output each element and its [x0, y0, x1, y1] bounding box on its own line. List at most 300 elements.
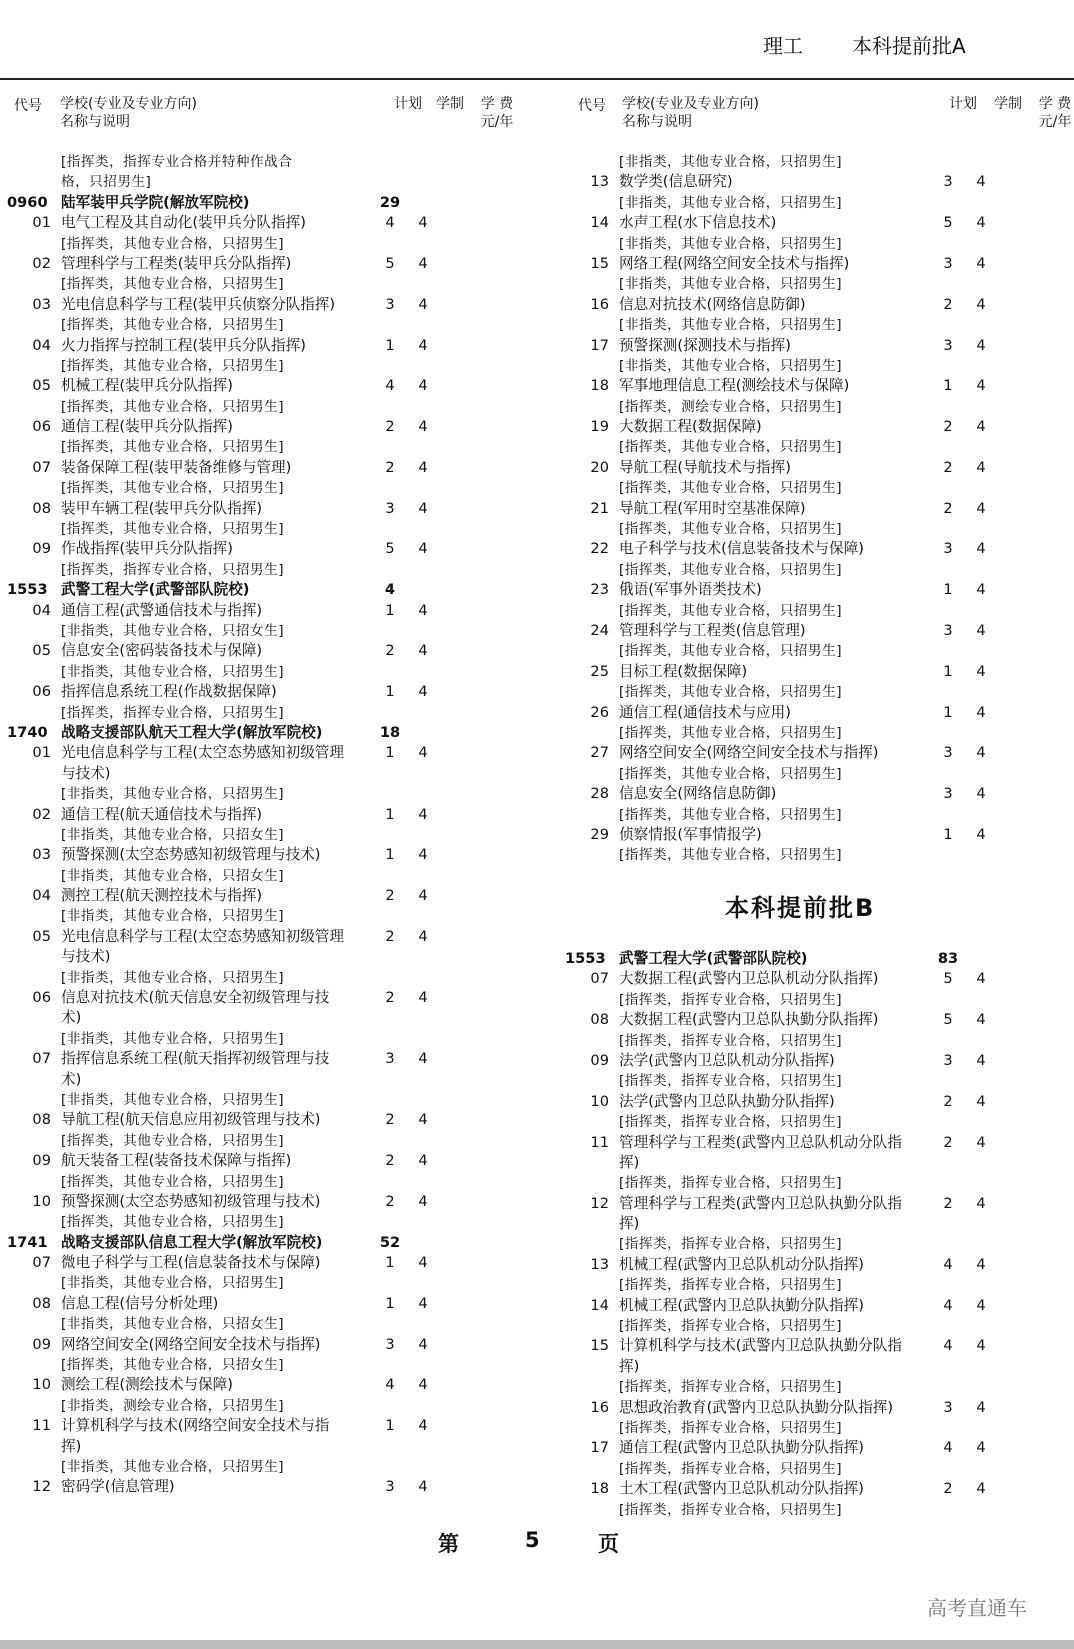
note-text: [指挥类，其他专业合格，只招女生] [61, 1357, 285, 1374]
row-plan: 1 [385, 1254, 395, 1272]
note-row [573, 1500, 1074, 1520]
row-plan: 1 [385, 336, 395, 354]
major-row [15, 1253, 535, 1273]
major-name: 通信工程(装甲兵分队指挥) [61, 418, 233, 436]
col-school-header-line2: 名称与说明 [60, 114, 130, 130]
row-years: 4 [976, 970, 986, 988]
row-years: 4 [976, 744, 986, 762]
row-code: 08 [32, 499, 51, 517]
note-text: [指挥类，指挥专业合格，只招男生] [619, 1379, 843, 1396]
row-plan: 3 [385, 1050, 395, 1068]
row-years: 4 [976, 621, 986, 639]
row-code: 09 [32, 540, 51, 558]
school-name: 战略支援部队信息工程大学(解放军院校) [61, 1233, 323, 1251]
row-plan: 2 [385, 989, 395, 1007]
row-code: 09 [32, 1152, 51, 1170]
note-row [573, 193, 1074, 213]
note-text: [非指类，测绘专业合格，只招男生] [61, 1397, 285, 1414]
note-text: [非指类，其他专业合格，只招男生] [61, 908, 285, 925]
note-text: [指挥类，其他专业合格，只招男生] [61, 357, 285, 374]
row-plan: 1 [385, 744, 395, 762]
note-text: [指挥类，其他专业合格，只招男生] [619, 561, 843, 578]
note-row [15, 560, 535, 580]
row-plan: 2 [943, 1480, 953, 1498]
row-code: 13 [590, 173, 609, 191]
page-suffix: 页 [598, 1532, 619, 1556]
row-plan: 4 [385, 214, 395, 232]
row-code: 06 [32, 989, 51, 1007]
col-school-header-right [622, 95, 759, 131]
note-text: [指挥类，指挥专业合格，只招男生] [619, 1277, 843, 1294]
note-row [573, 601, 1074, 621]
note-text: [指挥类，其他专业合格，只招男生] [61, 1173, 285, 1190]
note-row [573, 764, 1074, 784]
major-name: 信息工程(信号分析处理) [61, 1294, 219, 1312]
row-years: 4 [976, 1051, 986, 1069]
row-plan: 3 [943, 336, 953, 354]
row-years: 4 [976, 214, 986, 232]
major-name: 管理科学与工程类(武警内卫总队执勤分队指 [619, 1194, 902, 1212]
row-years: 4 [418, 887, 428, 905]
note-row [15, 1131, 535, 1151]
row-code: 07 [32, 1050, 51, 1068]
row-code: 13 [590, 1255, 609, 1273]
row-code: 04 [32, 887, 51, 905]
major-name: 机械工程(武警内卫总队执勤分队指挥) [619, 1296, 864, 1314]
major-row [573, 662, 1074, 682]
note-text: [非指类，其他专业合格，只招男生] [61, 1275, 285, 1292]
row-code: 1553 [7, 581, 48, 599]
major-row [15, 845, 535, 865]
row-years: 4 [418, 601, 428, 619]
note-text: [非指类，其他专业合格，只招男生] [619, 357, 843, 374]
note-text: [指挥类，指挥专业合格，只招男生] [619, 1073, 843, 1090]
row-years: 4 [976, 173, 986, 191]
row-plan: 29 [379, 193, 401, 211]
major-name: 装甲车辆工程(装甲兵分队指挥) [61, 499, 263, 517]
note-text: [非指类，其他专业合格，只招女生] [61, 1316, 285, 1333]
note-text: [指挥类，指挥专业合格，只招男生] [619, 1419, 843, 1436]
major-name: 机械工程(武警内卫总队机动分队指挥) [619, 1255, 864, 1273]
row-years: 4 [418, 1050, 428, 1068]
major-name: 网络工程(网络空间安全技术与指挥) [619, 254, 850, 272]
major-name: 通信工程(武警内卫总队执勤分队指挥) [619, 1439, 864, 1457]
note-text: [指挥类，其他专业合格，只招男生] [61, 439, 285, 456]
col-years-header: 学制 [436, 96, 464, 112]
major-row [15, 988, 535, 1008]
note-row [573, 1234, 1074, 1254]
col-plan-header-right: 计划 [949, 96, 977, 112]
note-text: [指挥类，其他专业合格，只招男生] [619, 806, 843, 823]
row-code: 0960 [7, 193, 48, 211]
major-name: 导航工程(导航技术与指挥) [619, 458, 791, 476]
note-text: [非指类，其他专业合格，只招女生] [61, 867, 285, 884]
note-row [15, 234, 535, 254]
row-plan: 18 [379, 723, 401, 741]
row-code: 10 [590, 1092, 609, 1110]
note-row [15, 1172, 535, 1192]
major-name: 术) [61, 1070, 82, 1088]
note-row [573, 1112, 1074, 1132]
page-prefix: 第 [438, 1532, 459, 1556]
note-row [15, 1029, 535, 1049]
row-code: 07 [590, 970, 609, 988]
note-text: [非指类，其他专业合格，只招女生] [61, 826, 285, 843]
row-plan: 4 [385, 377, 395, 395]
row-code: 04 [32, 336, 51, 354]
major-name: 挥) [619, 1215, 640, 1233]
major-row [573, 458, 1074, 478]
section-b-column [565, 949, 1074, 1520]
major-row [573, 1479, 1074, 1499]
page-number: 5 [525, 1528, 540, 1552]
note-text: [指挥类，指挥专业合格，只招男生] [619, 1460, 843, 1477]
major-row [573, 539, 1074, 559]
note-row [573, 274, 1074, 294]
row-plan: 1 [385, 805, 395, 823]
col-fee-header-right-line2: 元/年 [1038, 114, 1072, 130]
major-name: 通信工程(通信技术与应用) [619, 703, 791, 721]
note-row [573, 1418, 1074, 1438]
note-text: [指挥类，其他专业合格，只招男生] [619, 765, 843, 782]
major-row [15, 336, 535, 356]
row-years: 4 [976, 1480, 986, 1498]
school-row [7, 1233, 535, 1253]
note-row [15, 152, 535, 172]
row-years: 4 [418, 927, 428, 945]
note-text: [指挥类，其他专业合格，只招男生] [61, 276, 285, 293]
major-row [15, 927, 535, 947]
major-row [15, 1192, 535, 1212]
row-years: 4 [976, 499, 986, 517]
col-fee-header-line1: 学 费 [480, 96, 514, 112]
row-years: 4 [976, 540, 986, 558]
col-fee-header-right [1028, 95, 1074, 131]
note-row [15, 478, 535, 498]
row-plan: 1 [943, 662, 953, 680]
col-code-header: 代号 [14, 98, 42, 114]
major-name: 大数据工程(武警内卫总队机动分队指挥) [619, 970, 879, 988]
row-plan: 5 [943, 1011, 953, 1029]
row-code: 06 [32, 418, 51, 436]
row-plan: 1 [385, 601, 395, 619]
major-row [15, 601, 535, 621]
row-years: 4 [976, 1398, 986, 1416]
row-code: 27 [590, 744, 609, 762]
row-plan: 2 [385, 1111, 395, 1129]
row-code: 01 [32, 744, 51, 762]
major-name: 信息安全(网络信息防御) [619, 785, 777, 803]
row-years: 4 [418, 1294, 428, 1312]
school-row [7, 723, 535, 743]
col-fee-header [470, 95, 524, 131]
row-code: 03 [32, 295, 51, 313]
row-plan: 3 [943, 1398, 953, 1416]
note-text: [非指类，其他专业合格，只招男生] [619, 235, 843, 252]
row-plan: 4 [943, 1337, 953, 1355]
row-code: 16 [590, 295, 609, 313]
row-plan: 3 [385, 295, 395, 313]
row-plan: 3 [385, 1335, 395, 1353]
major-name: 预警探测(太空态势感知初级管理与技术) [61, 1192, 321, 1210]
row-years: 4 [976, 418, 986, 436]
row-plan: 4 [943, 1296, 953, 1314]
major-row [15, 1477, 535, 1497]
row-code: 1740 [7, 723, 48, 741]
row-years: 4 [418, 1254, 428, 1272]
row-years: 4 [976, 254, 986, 272]
row-code: 07 [32, 458, 51, 476]
row-years: 4 [976, 336, 986, 354]
note-row [573, 397, 1074, 417]
note-text: [指挥类，指挥专业合格，只招男生] [619, 1236, 843, 1253]
major-row [15, 376, 535, 396]
row-years: 4 [976, 458, 986, 476]
row-plan: 5 [385, 254, 395, 272]
row-code: 02 [32, 805, 51, 823]
row-code: 19 [590, 418, 609, 436]
note-row [15, 1355, 535, 1375]
row-code: 01 [32, 214, 51, 232]
col-school-header-right-line1: 学校(专业及专业方向) [622, 96, 759, 112]
major-name: 大数据工程(数据保障) [619, 418, 762, 436]
row-years: 4 [418, 499, 428, 517]
major-row [573, 213, 1074, 233]
row-years: 4 [418, 377, 428, 395]
major-name: 俄语(军事外语类技术) [619, 581, 762, 599]
row-years: 4 [976, 662, 986, 680]
bottom-bar [0, 1640, 1074, 1649]
row-years: 4 [418, 642, 428, 660]
major-name: 网络空间安全(网络空间安全技术与指挥) [619, 744, 879, 762]
row-years: 4 [976, 825, 986, 843]
note-text: [指挥类，其他专业合格，只招男生] [619, 724, 843, 741]
row-years: 4 [976, 295, 986, 313]
row-plan: 3 [385, 499, 395, 517]
school-name: 武警工程大学(武警部队院校) [619, 950, 808, 967]
continuation-row [573, 1214, 1074, 1234]
row-years: 4 [976, 1011, 986, 1029]
note-text: [非指类，其他专业合格，只招男生] [619, 154, 843, 170]
note-row [573, 315, 1074, 335]
major-name: 导航工程(航天信息应用初级管理与技术) [61, 1111, 321, 1129]
note-row [15, 397, 535, 417]
major-name: 法学(武警内卫总队执勤分队指挥) [619, 1092, 835, 1110]
section-b-title: 本科提前批B [725, 894, 876, 922]
major-row [573, 417, 1074, 437]
note-row [15, 1090, 535, 1110]
major-row [573, 1336, 1074, 1356]
row-years: 4 [418, 214, 428, 232]
school-name: 战略支援部队航天工程大学(解放军院校) [61, 723, 323, 741]
row-years: 4 [418, 295, 428, 313]
note-row [573, 845, 1074, 865]
major-row [573, 1133, 1074, 1153]
row-plan: 2 [943, 458, 953, 476]
row-code: 11 [32, 1417, 51, 1435]
row-code: 20 [590, 458, 609, 476]
school-name: 武警工程大学(武警部队院校) [61, 581, 250, 599]
row-plan: 3 [943, 621, 953, 639]
row-years: 4 [418, 846, 428, 864]
note-row [15, 315, 535, 335]
note-text: [非指类，其他专业合格，只招男生] [61, 1091, 285, 1108]
row-plan: 1 [943, 825, 953, 843]
col-plan-header: 计划 [394, 96, 422, 112]
major-row [15, 805, 535, 825]
note-text: [指挥类，指挥专业合格，只招男生] [619, 1501, 843, 1518]
row-plan: 5 [385, 540, 395, 558]
note-row [573, 805, 1074, 825]
row-code: 21 [590, 499, 609, 517]
row-plan: 2 [943, 1092, 953, 1110]
row-plan: 1 [943, 581, 953, 599]
row-code: 14 [590, 214, 609, 232]
row-years: 4 [418, 1335, 428, 1353]
row-plan: 4 [943, 1255, 953, 1273]
school-name: 陆军装甲兵学院(解放军院校) [61, 193, 250, 211]
major-name: 侦察情报(军事情报学) [619, 825, 762, 843]
note-row [15, 172, 535, 192]
note-text: [指挥类，指挥专业合格，只招男生] [619, 991, 843, 1008]
major-name: 与技术) [61, 764, 111, 782]
major-name: 光电信息科学与工程(太空态势感知初级管理 [61, 744, 344, 762]
note-row [15, 662, 535, 682]
note-row [573, 1377, 1074, 1397]
col-code-header-right: 代号 [578, 98, 606, 114]
major-name: 网络空间安全(网络空间安全技术与指挥) [61, 1335, 321, 1353]
row-code: 26 [590, 703, 609, 721]
major-row [573, 1398, 1074, 1418]
major-name: 土木工程(武警内卫总队机动分队指挥) [619, 1480, 864, 1498]
major-row [15, 1416, 535, 1436]
col-school-header-line1: 学校(专业及专业方向) [60, 96, 197, 112]
major-row [573, 969, 1074, 989]
row-plan: 2 [385, 1152, 395, 1170]
row-plan: 3 [943, 1051, 953, 1069]
note-text: [指挥类，其他专业合格，只招男生] [61, 1214, 285, 1231]
row-code: 05 [32, 927, 51, 945]
major-name: 测控工程(航天测控技术与指挥) [61, 887, 263, 905]
row-code: 11 [590, 1133, 609, 1151]
row-plan: 4 [384, 581, 396, 599]
major-name: 信息对抗技术(网络信息防御) [619, 295, 806, 313]
note-text: [非指类，其他专业合格，只招女生] [61, 622, 285, 639]
note-row [15, 621, 535, 641]
row-years: 4 [418, 540, 428, 558]
note-text: [指挥类，指挥专业合格，只招男生] [619, 1032, 843, 1049]
major-row [573, 1051, 1074, 1071]
row-code: 05 [32, 642, 51, 660]
major-row [573, 703, 1074, 723]
major-row [15, 1110, 535, 1130]
major-row [15, 1335, 535, 1355]
row-years: 4 [418, 805, 428, 823]
row-plan: 2 [943, 1194, 953, 1212]
row-plan: 3 [943, 173, 953, 191]
note-text: [非指类，其他专业合格，只招男生] [619, 276, 843, 293]
major-row [573, 621, 1074, 641]
note-row [573, 641, 1074, 661]
row-code: 02 [32, 254, 51, 272]
major-row [15, 1151, 535, 1171]
row-years: 4 [976, 1194, 986, 1212]
note-row [15, 968, 535, 988]
row-plan: 52 [379, 1233, 401, 1251]
note-text: [非指类，其他专业合格，只招男生] [61, 663, 285, 680]
row-plan: 4 [385, 1376, 395, 1394]
note-text: [指挥类，其他专业合格，只招男生] [61, 1132, 285, 1149]
header-batch: 本科提前批A [852, 34, 966, 58]
row-code: 09 [590, 1051, 609, 1069]
row-code: 08 [590, 1011, 609, 1029]
right-column [573, 152, 1074, 866]
row-code: 03 [32, 846, 51, 864]
header-category: 理工 [763, 34, 803, 58]
note-text: [指挥类，其他专业合格，只招男生] [619, 847, 843, 864]
note-text: [指挥类，指挥专业合格，只招男生] [61, 561, 285, 578]
col-school-header-right-line2: 名称与说明 [622, 114, 692, 130]
row-years: 4 [976, 785, 986, 803]
note-text: [指挥类，其他专业合格，只招男生] [61, 480, 285, 497]
row-years: 4 [976, 1092, 986, 1110]
row-code: 1553 [565, 950, 606, 967]
row-years: 4 [418, 1152, 428, 1170]
row-plan: 5 [943, 214, 953, 232]
row-years: 4 [418, 1417, 428, 1435]
row-code: 25 [590, 662, 609, 680]
note-text: [非指类，其他专业合格，只招男生] [619, 194, 843, 211]
major-row [573, 1010, 1074, 1030]
major-name: 密码学(信息管理) [61, 1478, 175, 1496]
note-row [573, 1031, 1074, 1051]
note-text: [非指类，其他专业合格，只招男生] [61, 1030, 285, 1047]
continuation-row [15, 1070, 535, 1090]
note-text: [指挥类，指挥专业合格并特种作战合 [61, 154, 293, 170]
row-code: 22 [590, 540, 609, 558]
row-code: 12 [590, 1194, 609, 1212]
note-text: [指挥类，其他专业合格，只招男生] [619, 643, 843, 660]
note-text: [非指类，其他专业合格，只招男生] [619, 317, 843, 334]
row-code: 15 [590, 254, 609, 272]
note-row [15, 274, 535, 294]
note-text: [指挥类，其他专业合格，只招男生] [619, 684, 843, 701]
row-plan: 1 [385, 1417, 395, 1435]
major-name: 火力指挥与控制工程(装甲兵分队指挥) [61, 336, 306, 354]
major-row [15, 1375, 535, 1395]
continuation-row [15, 1437, 535, 1457]
row-code: 12 [32, 1478, 51, 1496]
note-row [15, 825, 535, 845]
major-name: 挥) [619, 1357, 640, 1375]
continuation-row [15, 1008, 535, 1028]
major-name: 水声工程(水下信息技术) [619, 214, 777, 232]
note-row [573, 356, 1074, 376]
row-code: 09 [32, 1335, 51, 1353]
major-row [573, 172, 1074, 192]
row-code: 06 [32, 683, 51, 701]
major-name: 电子科学与技术(信息装备技术与保障) [619, 540, 864, 558]
major-name: 管理科学与工程类(武警内卫总队机动分队指 [619, 1133, 902, 1151]
note-text: [指挥类，其他专业合格，只招男生] [61, 398, 285, 415]
row-plan: 2 [385, 887, 395, 905]
note-row [15, 1396, 535, 1416]
major-row [15, 213, 535, 233]
note-row [573, 437, 1074, 457]
row-plan: 3 [385, 1478, 395, 1496]
row-code: 17 [590, 336, 609, 354]
major-row [573, 499, 1074, 519]
